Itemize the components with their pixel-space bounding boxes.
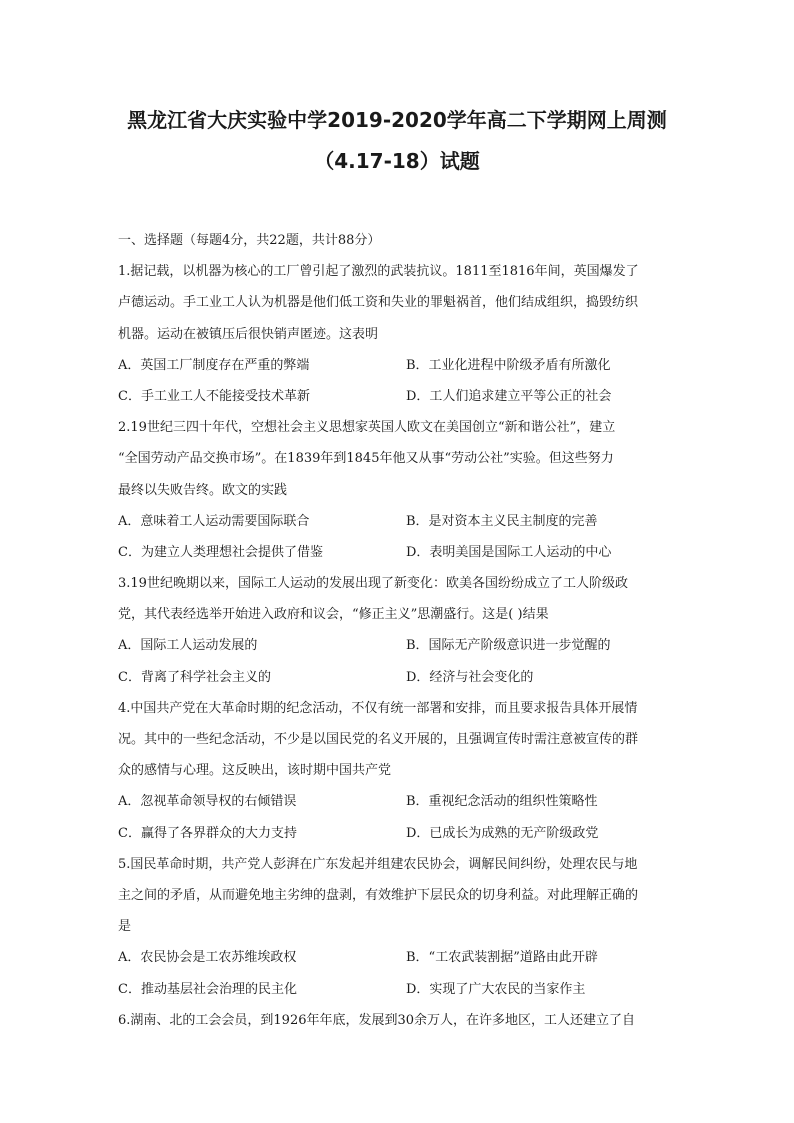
option-b: B．工业化进程中阶级矛盾有所激化 <box>406 357 611 373</box>
question-6 <box>118 1005 688 1036</box>
question-5 <box>118 849 688 1005</box>
question-text-line: 是 <box>118 919 132 935</box>
question-text-line: 主之间的矛盾，从而避免地主劣绅的盘剥，有效维护下层民众的切身利益。对此理解正确的 <box>118 887 639 903</box>
question-text-line: 5.国民革命时期，共产党人彭湃在广东发起并组建农民协会，调解民间纠纷，处理农民与地 <box>118 856 638 872</box>
document-title-line-2: （4.17-18）试题 <box>314 149 480 173</box>
option-c: C．为建立人类理想社会提供了借鉴 <box>118 544 323 560</box>
option-a: A．英国工厂制度存在严重的弊端 <box>118 357 310 373</box>
option-a: A．国际工人运动发展的 <box>118 638 258 654</box>
question-text-line: 党，其代表经选举开始进入政府和议会，“修正主义”思潮盛行。这是( )结果 <box>118 607 549 623</box>
section-header: 一、选择题（每题4分，共22题，共计88分） <box>118 233 381 248</box>
question-text-line: 4.中国共产党在大革命时期的纪念活动，不仅有统一部署和安排，而且要求报告具体开展情 <box>118 700 638 716</box>
option-b: B．重视纪念活动的组织性策略性 <box>406 794 598 810</box>
option-row <box>118 381 688 412</box>
option-c: C．推动基层社会治理的民主化 <box>118 981 297 997</box>
option-row <box>118 350 688 381</box>
option-b: B．是对资本主义民主制度的完善 <box>406 513 598 529</box>
option-d: D．经济与社会变化的 <box>406 669 534 685</box>
option-row <box>118 942 688 973</box>
option-row <box>118 537 688 568</box>
question-text-line: 众的感情与心理。这反映出，该时期中国共产党 <box>118 763 392 779</box>
question-4 <box>118 693 688 849</box>
option-d: D．已成长为成熟的无产阶级政党 <box>406 825 599 841</box>
question-text-line: 机器。运动在被镇压后很快销声匿迹。这表明 <box>118 326 379 342</box>
option-b: B．“工农武装割据”道路由此开辟 <box>406 950 598 966</box>
question-text-line: “全国劳动产品交换市场”。在1839年到1845年他又从事“劳动公社”实验。但这些努力 <box>118 451 614 467</box>
option-row <box>118 818 688 849</box>
question-text-line: 卢德运动。手工业工人认为机器是他们低工资和失业的罪魁祸首，他们结成组织，捣毁纺织 <box>118 295 639 311</box>
option-b: B．国际无产阶级意识进一步觉醒的 <box>406 638 611 654</box>
question-text-line: 最终以失败告终。欧文的实践 <box>118 482 288 498</box>
option-a: A．意味着工人运动需要国际联合 <box>118 513 310 529</box>
question-text-line: 2.19世纪三四十年代，空想社会主义思想家英国人欧文在美国创立“新和谐公社”，建立 <box>118 420 616 436</box>
option-d: D．表明美国是国际工人运动的中心 <box>406 544 612 560</box>
option-row <box>118 506 688 537</box>
question-3 <box>118 568 688 693</box>
option-row <box>118 974 688 1005</box>
question-text-line: 况。其中的一些纪念活动，不少是以国民党的名义开展的，且强调宣传时需注意被宣传的群 <box>118 732 639 747</box>
option-a: A．农民协会是工农苏维埃政权 <box>118 950 297 966</box>
question-text-line: 3.19世纪晚期以来，国际工人运动的发展出现了新变化：欧美各国纷纷成立了工人阶级政 <box>118 576 628 592</box>
option-c: C．赢得了各界群众的大力支持 <box>118 825 297 841</box>
option-d: D．实现了广大农民的当家作主 <box>406 981 586 997</box>
document-body <box>118 225 688 1036</box>
question-1 <box>118 256 688 412</box>
option-row <box>118 662 688 693</box>
document-title-line-1: 黑龙江省大庆实验中学2019-2020学年高二下学期网上周测 <box>127 108 667 132</box>
question-text-line: 1.据记载，以机器为核心的工厂曾引起了激烈的武装抗议。1811至1816年间，英国爆发了 <box>118 264 639 280</box>
option-d: D．工人们追求建立平等公正的社会 <box>406 388 612 404</box>
question-text-line: 6.湖南、北的工会会员，到1926年年底，发展到30余万人，在许多地区，工人还建立了自 <box>118 1012 636 1028</box>
question-2 <box>118 412 688 568</box>
option-row <box>118 630 688 661</box>
option-c: C．背离了科学社会主义的 <box>118 669 271 685</box>
option-a: A．忽视革命领导权的右倾错误 <box>118 794 297 810</box>
option-c: C．手工业工人不能接受技术革新 <box>118 388 310 404</box>
option-row <box>118 786 688 817</box>
